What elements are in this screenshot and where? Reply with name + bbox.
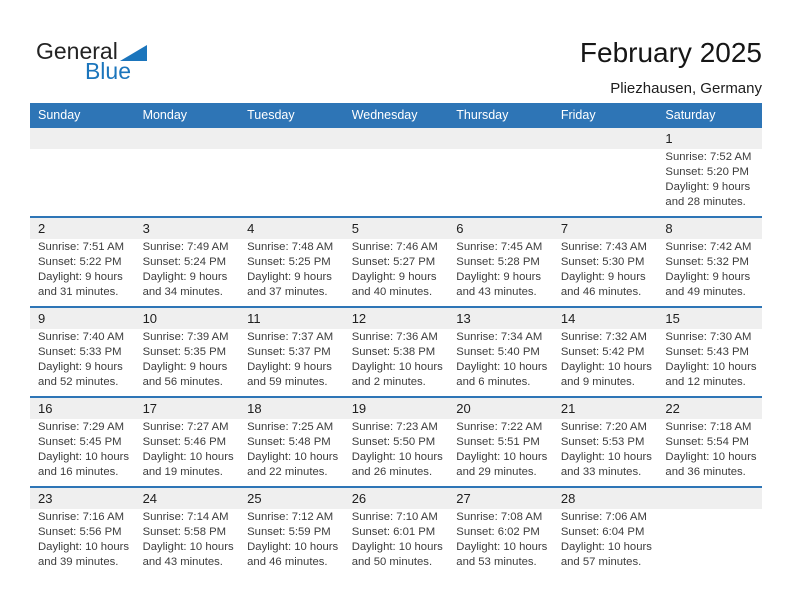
day-info-line: and 31 minutes. xyxy=(38,286,119,298)
day-number: 1 xyxy=(665,131,673,146)
day-info-line: Sunset: 5:51 PM xyxy=(456,436,540,448)
day-info-line: Daylight: 9 hours xyxy=(247,271,332,283)
day-info-line: Sunset: 5:27 PM xyxy=(351,256,436,268)
day-number: 20 xyxy=(456,401,471,416)
day-info-line: Daylight: 9 hours xyxy=(560,271,646,283)
empty-day-cell xyxy=(448,149,553,216)
day-info-line: Daylight: 9 hours xyxy=(142,271,228,283)
day-info-line: Sunrise: 7:30 AM xyxy=(665,331,752,343)
day-info-line: Sunrise: 7:06 AM xyxy=(560,511,647,523)
day-info-line: Daylight: 9 hours xyxy=(665,271,751,283)
day-info-line: Daylight: 10 hours xyxy=(247,451,339,463)
weekday-header xyxy=(30,103,762,126)
day-number-band xyxy=(30,128,762,149)
day-info-line: Daylight: 9 hours xyxy=(665,181,751,193)
day-number: 28 xyxy=(560,491,576,506)
day-info-line: Daylight: 10 hours xyxy=(142,541,234,553)
day-info-line: and 46 minutes. xyxy=(560,286,642,298)
day-info-line: Sunrise: 7:23 AM xyxy=(351,421,438,433)
day-info-line: and 40 minutes. xyxy=(351,286,433,298)
day-info-line: and 56 minutes. xyxy=(142,376,223,388)
day-info-line: Sunset: 5:40 PM xyxy=(456,346,540,358)
day-info-line: and 28 minutes. xyxy=(665,196,746,208)
calendar-body xyxy=(30,126,762,576)
day-info-line: and 43 minutes. xyxy=(142,556,223,568)
weekday-saturday: Saturday xyxy=(665,107,716,122)
day-cell xyxy=(553,329,658,396)
day-info-line: Daylight: 9 hours xyxy=(142,361,228,373)
day-info-line: and 12 minutes. xyxy=(665,376,746,388)
day-number: 11 xyxy=(247,311,261,326)
day-info-line: Sunrise: 7:52 AM xyxy=(665,151,752,163)
day-info-line: Sunset: 5:24 PM xyxy=(142,256,227,268)
day-info-line: Daylight: 10 hours xyxy=(665,361,757,373)
day-info-line: Sunset: 5:20 PM xyxy=(665,166,749,178)
day-cell xyxy=(30,419,135,486)
day-info-line: Sunrise: 7:27 AM xyxy=(142,421,229,433)
day-info-line: Sunrise: 7:22 AM xyxy=(456,421,543,433)
day-info-line: Daylight: 10 hours xyxy=(247,541,339,553)
weekday-monday: Monday xyxy=(142,107,188,122)
day-number: 6 xyxy=(456,221,464,236)
day-info-line: and 52 minutes. xyxy=(38,376,119,388)
day-info-line: Daylight: 10 hours xyxy=(351,451,443,463)
day-info-line: Sunrise: 7:46 AM xyxy=(351,241,438,253)
day-info-line: Sunset: 6:01 PM xyxy=(351,526,436,538)
day-info-line: Daylight: 10 hours xyxy=(560,451,652,463)
day-info-line: and 6 minutes. xyxy=(456,376,531,388)
day-info-line: and 19 minutes. xyxy=(142,466,223,478)
day-info-line: Daylight: 10 hours xyxy=(456,541,548,553)
day-info-line: Sunrise: 7:10 AM xyxy=(351,511,438,523)
day-number: 2 xyxy=(38,221,46,236)
day-cell xyxy=(239,329,344,396)
day-info-line: Daylight: 10 hours xyxy=(456,451,548,463)
day-info-line: and 9 minutes. xyxy=(560,376,635,388)
day-info-line: Sunrise: 7:34 AM xyxy=(456,331,543,343)
day-info-line: Daylight: 10 hours xyxy=(560,361,652,373)
week-row xyxy=(30,486,762,576)
day-number: 3 xyxy=(142,221,150,236)
day-number: 24 xyxy=(142,491,158,506)
day-info-line: Sunset: 5:33 PM xyxy=(38,346,122,358)
day-info-line: Sunset: 5:58 PM xyxy=(142,526,227,538)
day-info-line: and 37 minutes. xyxy=(247,286,328,298)
weekday-thursday: Thursday xyxy=(456,107,509,122)
day-cell xyxy=(344,329,449,396)
day-cell xyxy=(448,329,553,396)
day-info-line: Sunset: 5:30 PM xyxy=(560,256,645,268)
weekday-tuesday: Tuesday xyxy=(247,107,295,122)
day-info-line: Daylight: 9 hours xyxy=(38,361,123,373)
general-blue-logo xyxy=(36,40,138,83)
day-info-line: Sunset: 5:53 PM xyxy=(560,436,645,448)
day-info-line: Sunrise: 7:12 AM xyxy=(247,511,334,523)
day-info-line: Sunrise: 7:49 AM xyxy=(142,241,229,253)
day-info-line: Sunset: 5:28 PM xyxy=(456,256,540,268)
day-info-line: Sunrise: 7:16 AM xyxy=(38,511,125,523)
day-info-line: Sunset: 5:50 PM xyxy=(351,436,436,448)
day-info-band xyxy=(30,329,762,396)
empty-day-cell xyxy=(657,509,762,576)
day-info-line: Sunrise: 7:51 AM xyxy=(38,241,125,253)
day-number: 13 xyxy=(456,311,471,326)
logo-text-general: General xyxy=(36,38,118,64)
day-cell xyxy=(657,239,762,306)
day-info-line: Sunset: 5:43 PM xyxy=(665,346,749,358)
day-number: 4 xyxy=(247,221,255,236)
day-info-line: Daylight: 10 hours xyxy=(351,541,443,553)
day-info-line: and 34 minutes. xyxy=(142,286,223,298)
day-info-line: and 57 minutes. xyxy=(560,556,642,568)
day-info-line: Sunrise: 7:48 AM xyxy=(247,241,334,253)
day-info-line: and 16 minutes. xyxy=(38,466,119,478)
day-cell xyxy=(344,239,449,306)
day-cell xyxy=(448,509,553,576)
weekday-friday: Friday xyxy=(560,107,596,122)
day-number: 10 xyxy=(142,311,158,326)
day-info-line: and 59 minutes. xyxy=(247,376,328,388)
day-info-line: Sunrise: 7:39 AM xyxy=(142,331,229,343)
day-info-line: Sunset: 5:38 PM xyxy=(351,346,436,358)
day-info-line: Daylight: 10 hours xyxy=(351,361,443,373)
day-info-band xyxy=(30,149,762,216)
day-info-line: Sunset: 5:22 PM xyxy=(38,256,122,268)
day-info-line: Sunrise: 7:25 AM xyxy=(247,421,334,433)
logo-text-blue: Blue xyxy=(84,58,131,84)
empty-day-cell xyxy=(239,149,344,216)
day-info-line: and 2 minutes. xyxy=(351,376,426,388)
day-number: 16 xyxy=(38,401,53,416)
day-info-band xyxy=(30,419,762,486)
day-info-line: Sunset: 5:48 PM xyxy=(247,436,331,448)
day-info-line: and 29 minutes. xyxy=(456,466,537,478)
day-info-line: Sunrise: 7:36 AM xyxy=(351,331,438,343)
day-info-line: Sunrise: 7:20 AM xyxy=(560,421,647,433)
day-info-line: Sunrise: 7:45 AM xyxy=(456,241,543,253)
day-cell xyxy=(30,329,135,396)
day-cell xyxy=(448,419,553,486)
day-cell xyxy=(448,239,553,306)
day-number: 19 xyxy=(351,401,367,416)
week-row xyxy=(30,306,762,396)
day-info-line: Sunset: 5:35 PM xyxy=(142,346,227,358)
day-number: 7 xyxy=(560,221,569,236)
day-number-band xyxy=(30,308,762,329)
day-info-line: Daylight: 9 hours xyxy=(38,271,123,283)
day-number-band xyxy=(30,218,762,239)
day-number: 27 xyxy=(456,491,471,506)
day-cell xyxy=(553,239,658,306)
day-cell xyxy=(135,329,240,396)
day-info-line: Sunset: 5:37 PM xyxy=(247,346,331,358)
day-info-line: and 46 minutes. xyxy=(247,556,328,568)
day-info-line: Sunset: 5:45 PM xyxy=(38,436,122,448)
week-row xyxy=(30,216,762,306)
day-info-line: Sunrise: 7:42 AM xyxy=(665,241,752,253)
weekday-sunday: Sunday xyxy=(38,107,81,122)
week-row xyxy=(30,396,762,486)
day-number: 14 xyxy=(560,311,576,326)
day-info-line: Sunset: 6:02 PM xyxy=(456,526,540,538)
day-info-line: Sunrise: 7:14 AM xyxy=(142,511,229,523)
week-row xyxy=(30,126,762,216)
day-info-line: Daylight: 9 hours xyxy=(456,271,542,283)
day-info-line: Daylight: 10 hours xyxy=(560,541,652,553)
location-subtitle: Pliezhausen, Germany xyxy=(610,80,762,97)
day-info-line: and 49 minutes. xyxy=(665,286,746,298)
day-cell xyxy=(239,419,344,486)
day-info-line: Sunset: 5:56 PM xyxy=(38,526,122,538)
day-info-line: Daylight: 10 hours xyxy=(38,541,130,553)
day-info-line: Sunrise: 7:37 AM xyxy=(247,331,334,343)
empty-day-cell xyxy=(135,149,240,216)
day-info-line: Sunrise: 7:40 AM xyxy=(38,331,125,343)
day-info-line: Daylight: 9 hours xyxy=(247,361,332,373)
empty-day-cell xyxy=(344,149,449,216)
day-cell xyxy=(344,419,449,486)
day-number: 22 xyxy=(665,401,680,416)
day-number: 8 xyxy=(665,221,673,236)
day-info-line: Sunset: 5:32 PM xyxy=(665,256,749,268)
day-cell xyxy=(30,509,135,576)
day-info-line: and 22 minutes. xyxy=(247,466,328,478)
day-info-line: Sunset: 5:42 PM xyxy=(560,346,645,358)
day-number: 25 xyxy=(247,491,262,506)
weekday-wednesday: Wednesday xyxy=(351,107,418,122)
day-cell xyxy=(657,149,762,216)
day-info-line: and 50 minutes. xyxy=(351,556,433,568)
day-info-line: Sunrise: 7:43 AM xyxy=(560,241,647,253)
day-info-line: Sunset: 5:25 PM xyxy=(247,256,331,268)
day-number: 18 xyxy=(247,401,262,416)
day-info-line: and 33 minutes. xyxy=(560,466,642,478)
day-number: 21 xyxy=(560,401,576,416)
empty-day-cell xyxy=(553,149,658,216)
day-info-line: Sunset: 5:46 PM xyxy=(142,436,227,448)
day-cell xyxy=(135,509,240,576)
page-title: February 2025 xyxy=(579,37,762,68)
day-info-line: Daylight: 10 hours xyxy=(142,451,234,463)
day-info-line: and 36 minutes. xyxy=(665,466,746,478)
day-number-band xyxy=(30,398,762,419)
day-number: 15 xyxy=(665,311,680,326)
empty-day-cell xyxy=(30,149,135,216)
day-cell xyxy=(344,509,449,576)
day-number-band xyxy=(30,488,762,509)
day-info-line: Daylight: 9 hours xyxy=(351,271,437,283)
day-info-band xyxy=(30,239,762,306)
day-info-line: and 43 minutes. xyxy=(456,286,537,298)
day-info-line: Sunrise: 7:08 AM xyxy=(456,511,543,523)
day-number: 23 xyxy=(38,491,53,506)
day-info-line: Daylight: 10 hours xyxy=(456,361,548,373)
day-cell xyxy=(239,509,344,576)
day-number: 12 xyxy=(351,311,367,326)
day-cell xyxy=(135,419,240,486)
day-info-line: Sunrise: 7:18 AM xyxy=(665,421,752,433)
day-info-line: and 26 minutes. xyxy=(351,466,433,478)
day-cell xyxy=(657,419,762,486)
day-number: 5 xyxy=(351,221,359,236)
day-info-line: Sunrise: 7:29 AM xyxy=(38,421,125,433)
day-number: 9 xyxy=(38,311,46,326)
day-cell xyxy=(553,419,658,486)
day-cell xyxy=(553,509,658,576)
day-number: 26 xyxy=(351,491,367,506)
day-info-line: Sunset: 6:04 PM xyxy=(560,526,645,538)
day-cell xyxy=(239,239,344,306)
day-info-band xyxy=(30,509,762,576)
day-info-line: Daylight: 10 hours xyxy=(665,451,757,463)
day-info-line: and 39 minutes. xyxy=(38,556,119,568)
calendar xyxy=(30,103,762,576)
day-info-line: Sunrise: 7:32 AM xyxy=(560,331,647,343)
day-cell xyxy=(657,329,762,396)
day-info-line: Daylight: 10 hours xyxy=(38,451,130,463)
day-cell xyxy=(30,239,135,306)
day-number: 17 xyxy=(142,401,158,416)
day-cell xyxy=(135,239,240,306)
day-info-line: and 53 minutes. xyxy=(456,556,537,568)
day-info-line: Sunset: 5:54 PM xyxy=(665,436,749,448)
day-info-line: Sunset: 5:59 PM xyxy=(247,526,331,538)
